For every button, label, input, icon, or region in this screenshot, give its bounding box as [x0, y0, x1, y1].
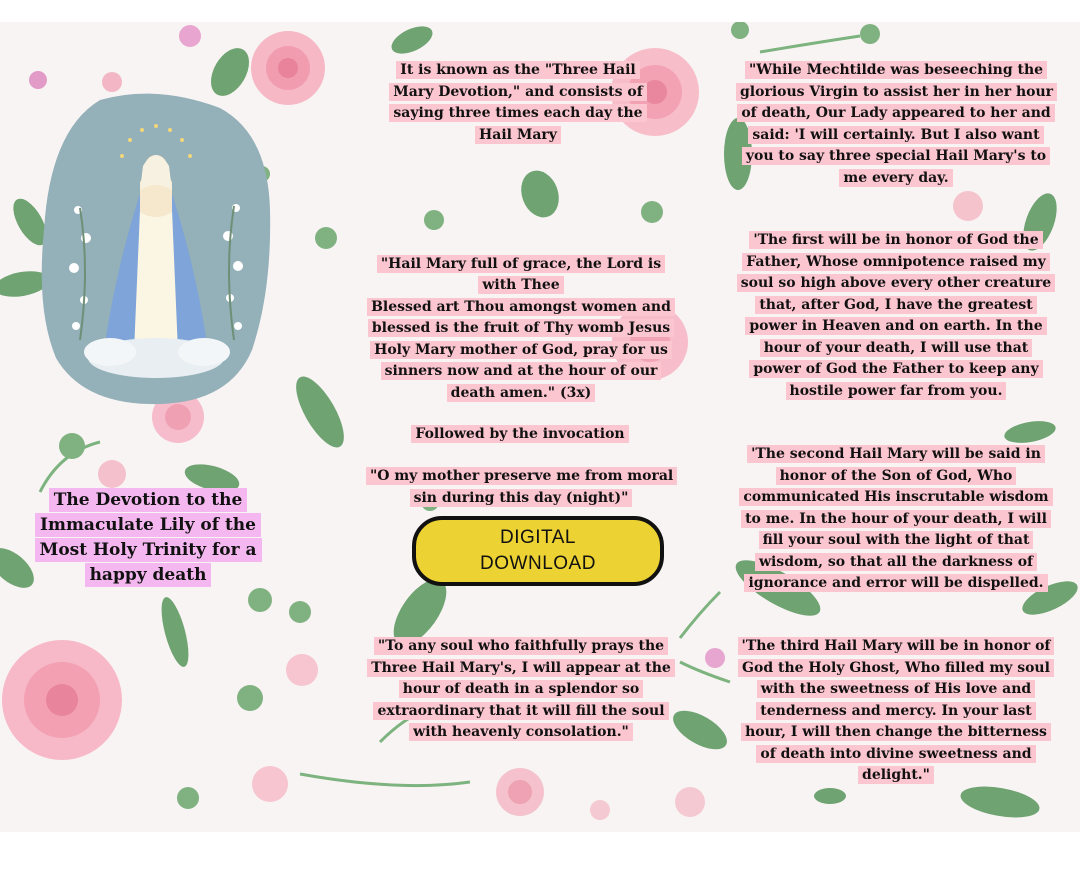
virgin-mary-illustration [40, 90, 272, 405]
digital-download-button[interactable] [412, 516, 664, 586]
second-hail-mary-paragraph: 'The second Hail Mary will be said in honor of the Son of God, Who communicated His inscrutable wisdom to me. In the hour of your death, I will fill your soul with the light of that wisdom, so that all the darkness of ignorance and error will be dispelled. [736, 444, 1056, 595]
flyer-page [0, 22, 1080, 832]
button-label-line2: DOWNLOAD [480, 553, 596, 574]
mechtilde-paragraph: "While Mechtilde was beseeching the glorious Virgin to assist her in her hour of death, Our Lady appeared to her and said: 'I will certainly. But I also want you to say three special Hail Mary's to me every day. [736, 60, 1056, 189]
pink-rose [496, 768, 544, 816]
button-label-line1: DIGITAL [500, 527, 576, 548]
pink-rose [2, 640, 122, 760]
hail-mary-prayer: "Hail Mary full of grace, the Lord is with Thee Blessed art Thou amongst women and blessed is the fruit of Thy womb Jesus Holy Mary mother of God, pray for us sinners now and at the hour of our death amen." (3x) [366, 232, 676, 404]
intro-text: It is known as the "Three Hail Mary Devotion," and consists of saying three times each day the Hail Mary [378, 60, 658, 146]
first-hail-mary-paragraph: 'The first will be in honor of God the Father, Whose omnipotence raised my soul so high above every other creature that, after God, I have the greatest power in Heaven and on earth. In the hour of your death, I will use that power of God the Father to keep any hostile power far from you. [736, 230, 1056, 402]
devotion-title: The Devotion to the Immaculate Lily of the Most Holy Trinity for a happy death [22, 488, 274, 588]
followed-by-text: Followed by the invocation [380, 424, 660, 446]
third-hail-mary-paragraph: 'The third Hail Mary will be in honor of God the Holy Ghost, Who filled my soul with the sweetness of His love and tenderness and mercy. In your last hour, I will then change the bitterness of death into divine sweetness and delight." [736, 636, 1056, 787]
promise-text: "To any soul who faithfully prays the Three Hail Mary's, I will appear at the hour of death in a splendor so extraordinary that it will fill the soul with heavenly consolation." [366, 636, 676, 744]
invocation-text: "O my mother preserve me from moral sin during this day (night)" [366, 466, 676, 509]
